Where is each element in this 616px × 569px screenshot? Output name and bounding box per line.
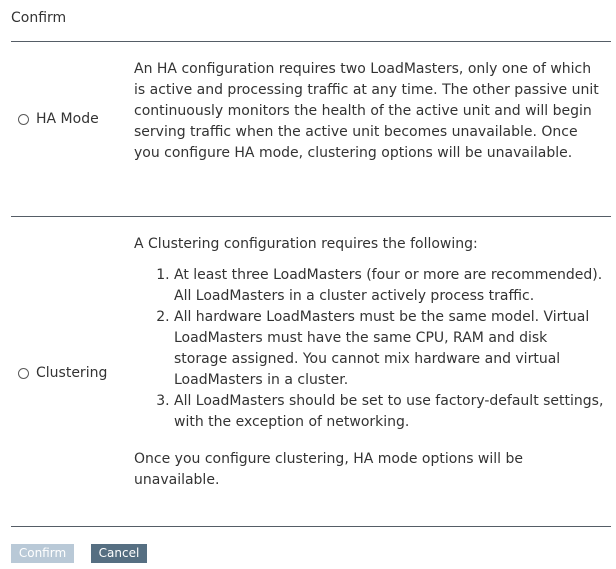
clustering-description	[134, 234, 604, 491]
top-divider	[11, 41, 611, 42]
ha-mode-label: HA Mode	[36, 111, 99, 127]
clustering-requirement: 1. At least three LoadMasters (four or more are recommended). All LoadMasters in a cluster actively process traffic.	[174, 265, 604, 307]
dialog-title: Confirm	[11, 10, 67, 26]
clustering-outro: Once you configure clustering, HA mode options will be unavailable.	[134, 451, 524, 488]
ha-mode-option[interactable]	[18, 111, 99, 127]
ha-mode-description-text: An HA configuration requires two LoadMasters, only one of which is active and processing traffic at any time. The other passive unit continuously monitors the health of the active unit and will begin serving traffic when the active unit becomes unavailable. Once you configure HA mode, clustering options will be unavailable.	[134, 61, 599, 161]
ha-mode-description	[134, 59, 604, 164]
ha-mode-radio[interactable]	[18, 114, 29, 125]
cancel-button[interactable]: Cancel	[91, 544, 147, 563]
clustering-requirements-list	[134, 265, 604, 433]
middle-divider	[11, 216, 611, 217]
clustering-requirement: 2. All hardware LoadMasters must be the same model. Virtual LoadMasters must have the same CPU, RAM and disk storage assigned. You cannot mix hardware and virtual LoadMasters in a cluster.	[174, 307, 604, 391]
clustering-radio[interactable]	[18, 368, 29, 379]
clustering-intro: A Clustering configuration requires the following:	[134, 236, 478, 252]
bottom-divider	[11, 526, 611, 527]
clustering-requirement: 3. All LoadMasters should be set to use factory-default settings, with the exception of networking.	[174, 391, 604, 433]
confirm-button[interactable]: Confirm	[11, 544, 74, 563]
clustering-option[interactable]	[18, 365, 107, 381]
clustering-label: Clustering	[36, 365, 108, 381]
